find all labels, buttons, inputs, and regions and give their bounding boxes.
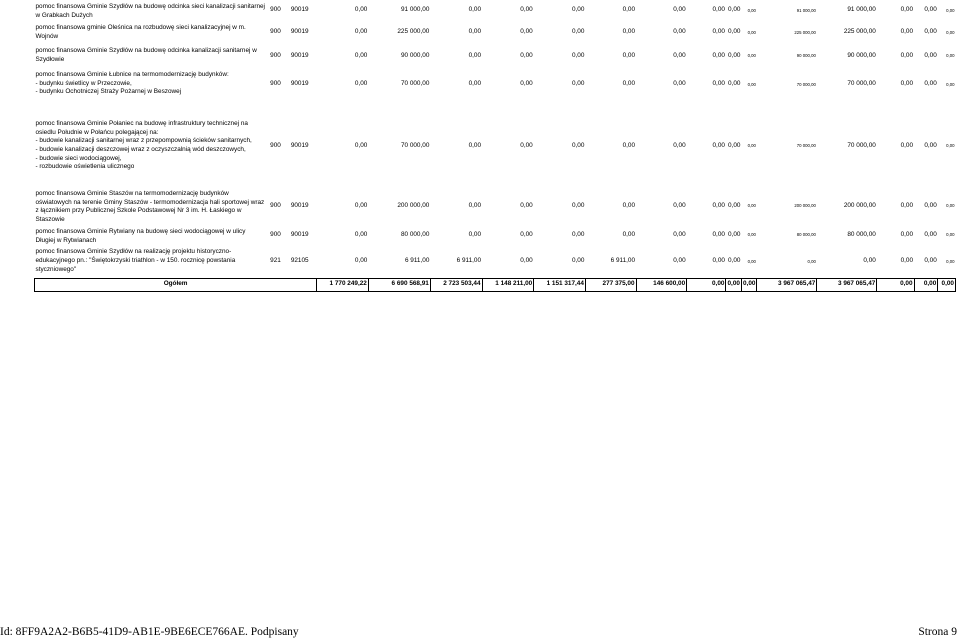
amount-cell: 0,00 — [712, 6, 725, 14]
amount-cell: 0,00 — [924, 141, 937, 149]
amount-cell: 0,00 — [900, 28, 914, 36]
amount-cell: 0,00 — [946, 29, 955, 35]
chapter-code: 90019 — [290, 6, 309, 14]
table-row — [35, 21, 956, 44]
amount-cell: 0,00 — [924, 28, 937, 36]
amount-cell: 0,00 — [520, 80, 533, 88]
amount-cell: 0,00 — [727, 6, 741, 14]
total-amount-cell: 2 723 503,44 — [430, 278, 482, 291]
amount-cell: 0,00 — [673, 141, 686, 149]
amount-cell: 91 000,00 — [400, 6, 430, 14]
chapter-code: 90019 — [290, 230, 309, 238]
amount-cell: 0,00 — [673, 28, 686, 36]
section-code: 921 — [270, 257, 281, 265]
amount-cell: 0,00 — [354, 6, 368, 14]
amount-cell: 0,00 — [571, 80, 585, 88]
amount-cell: 0,00 — [900, 80, 914, 88]
table-row — [35, 44, 956, 68]
total-amount-cell: 1 770 249,22 — [317, 278, 369, 291]
amount-cell: 0,00 — [468, 141, 482, 149]
total-amount-cell: 146 600,00 — [636, 278, 687, 291]
chapter-code: 92105 — [290, 257, 309, 265]
amount-cell: 0,00 — [727, 201, 741, 209]
amount-cell: 0,00 — [747, 232, 756, 238]
chapter-code: 90019 — [290, 141, 309, 149]
chapter-code: 90019 — [290, 51, 309, 59]
amount-cell: 0,00 — [712, 28, 725, 36]
amount-cell: 0,00 — [946, 258, 955, 264]
task-description: pomoc finansowa Gminie Rytwiany na budowę sieci wodociągowej w ulicy Długiej w Rytwianach — [35, 228, 246, 244]
amount-cell: 0,00 — [354, 80, 368, 88]
section-code: 900 — [270, 51, 281, 59]
amount-cell: 0,00 — [712, 51, 725, 59]
table-row — [35, 0, 956, 21]
amount-cell: 6 911,00 — [456, 257, 482, 265]
amount-cell: 70 000,00 — [847, 80, 876, 88]
amount-cell: 0,00 — [807, 258, 816, 264]
amount-cell: 91 000,00 — [847, 6, 876, 14]
amount-cell: 0,00 — [747, 81, 756, 87]
amount-cell: 70 000,00 — [400, 141, 430, 149]
amount-cell: 0,00 — [354, 230, 368, 238]
amount-cell: 0,00 — [900, 6, 914, 14]
section-code: 900 — [270, 28, 281, 36]
amount-cell: 0,00 — [520, 6, 533, 14]
amount-cell: 0,00 — [673, 51, 686, 59]
amount-cell: 0,00 — [520, 230, 533, 238]
amount-cell: 0,00 — [747, 143, 756, 149]
amount-cell: 0,00 — [712, 257, 725, 265]
amount-cell: 80 000,00 — [400, 230, 430, 238]
total-amount-cell: 0,00 — [687, 278, 726, 291]
section-code: 900 — [270, 230, 281, 238]
total-amount-cell: 1 151 317,44 — [534, 278, 586, 291]
amount-cell: 0,00 — [946, 53, 955, 59]
amount-cell: 0,00 — [571, 141, 585, 149]
table-row — [35, 68, 956, 101]
task-description: pomoc finansowa Gminie Łubnice na termomodernizację budynków: - budynku świetlicy w Przeczowie, - budynku Ochotniczej Straży Pożarnej w Beszowej — [35, 71, 229, 96]
amount-cell: 0,00 — [468, 230, 482, 238]
amount-cell: 0,00 — [712, 80, 725, 88]
amount-cell: 91 000,00 — [796, 7, 816, 13]
amount-cell: 70 000,00 — [796, 81, 816, 87]
amount-cell: 0,00 — [673, 6, 686, 14]
amount-cell: 0,00 — [622, 80, 636, 88]
chapter-code: 90019 — [290, 80, 309, 88]
amount-cell: 0,00 — [571, 28, 585, 36]
amount-cell: 0,00 — [354, 257, 368, 265]
amount-cell: 0,00 — [354, 141, 368, 149]
amount-cell: 0,00 — [900, 51, 914, 59]
amount-cell: 200 000,00 — [843, 201, 876, 209]
amount-cell: 0,00 — [520, 141, 533, 149]
total-amount-cell: 0,00 — [938, 278, 956, 291]
amount-cell: 0,00 — [571, 51, 585, 59]
amount-cell: 80 000,00 — [796, 232, 816, 238]
amount-cell: 0,00 — [946, 81, 955, 87]
amount-cell: 70 000,00 — [400, 80, 430, 88]
amount-cell: 225 000,00 — [843, 28, 876, 36]
amount-cell: 0,00 — [520, 201, 533, 209]
task-description: pomoc finansowa Gminie Szydłów na realizację projektu historyczno-edukacyjnego pn.: "Świętokrzyski triathlon - w 150. rocznicę powstania styczniowego" — [35, 248, 236, 273]
amount-cell: 0,00 — [520, 257, 533, 265]
total-amount-cell: 0,00 — [914, 278, 938, 291]
amount-cell: 0,00 — [946, 203, 955, 209]
amount-cell: 0,00 — [571, 230, 585, 238]
amount-cell: 0,00 — [468, 80, 482, 88]
amount-cell: 90 000,00 — [796, 53, 816, 59]
amount-cell: 0,00 — [622, 230, 636, 238]
amount-cell: 0,00 — [900, 230, 914, 238]
amount-cell: 0,00 — [468, 28, 482, 36]
amount-cell: 0,00 — [727, 141, 741, 149]
amount-cell: 0,00 — [747, 258, 756, 264]
amount-cell: 6 911,00 — [404, 257, 430, 265]
table-row — [35, 187, 956, 225]
amount-cell: 0,00 — [900, 257, 914, 265]
amount-cell: 0,00 — [712, 201, 725, 209]
table-row — [35, 245, 956, 278]
amount-cell: 200 000,00 — [794, 203, 816, 209]
task-description: pomoc finansowa Gminie Połaniec na budowę infrastruktury technicznej na osiedlu Południe w Połańcu polegającej na: - budowie kanalizacji sanitarnej wraz z przepompownią ścieków sanitarnych, - budowie kanalizacji deszczowej wraz z oczyszczalnią wód deszczowych, - budowie sieci wodociągowej, - rozbudowie oświetlenia ulicznego — [35, 120, 252, 171]
amount-cell: 80 000,00 — [847, 230, 876, 238]
total-label: Ogółem — [35, 278, 317, 291]
amount-cell: 0,00 — [863, 257, 876, 265]
section-code: 900 — [270, 6, 281, 14]
amount-cell: 0,00 — [747, 53, 756, 59]
table-row — [35, 117, 956, 175]
budget-table — [34, 0, 956, 292]
amount-cell: 0,00 — [946, 232, 955, 238]
amount-cell: 0,00 — [571, 257, 585, 265]
section-code: 900 — [270, 141, 281, 149]
amount-cell: 0,00 — [622, 201, 636, 209]
amount-cell: 0,00 — [924, 6, 937, 14]
amount-cell: 0,00 — [900, 141, 914, 149]
amount-cell: 0,00 — [924, 201, 937, 209]
total-amount-cell: 3 967 065,47 — [817, 278, 877, 291]
task-description: pomoc finansowa Gminie Szydłów na budowę odcinka kanalizacji sanitarnej w Szydłowie — [35, 47, 257, 63]
chapter-code: 90019 — [290, 201, 309, 209]
total-amount-cell: 0,00 — [726, 278, 742, 291]
total-amount-cell: 6 690 568,91 — [368, 278, 430, 291]
amount-cell: 0,00 — [622, 28, 636, 36]
amount-cell: 225 000,00 — [397, 28, 430, 36]
amount-cell: 0,00 — [622, 141, 636, 149]
amount-cell: 6 911,00 — [610, 257, 636, 265]
amount-cell: 90 000,00 — [400, 51, 430, 59]
amount-cell: 0,00 — [468, 201, 482, 209]
amount-cell: 0,00 — [712, 230, 725, 238]
total-amount-cell: 277 375,00 — [585, 278, 636, 291]
amount-cell: 70 000,00 — [796, 143, 816, 149]
task-description: pomoc finansowa gminie Oleśnica na rozbudowę sieci kanalizacyjnej w m. Wojnów — [35, 24, 246, 40]
amount-cell: 0,00 — [727, 28, 741, 36]
amount-cell: 0,00 — [673, 257, 686, 265]
row-spacer — [35, 175, 956, 187]
table-row — [35, 225, 956, 245]
task-description: pomoc finansowa Gminie Szydłów na budowę odcinka sieci kanalizacji sanitarnej w Grabkach Dużych — [35, 3, 265, 19]
amount-cell: 0,00 — [468, 51, 482, 59]
amount-cell: 0,00 — [673, 201, 686, 209]
amount-cell: 225 000,00 — [794, 29, 816, 35]
amount-cell: 0,00 — [727, 80, 741, 88]
amount-cell: 0,00 — [571, 201, 585, 209]
amount-cell: 0,00 — [747, 29, 756, 35]
total-amount-cell: 1 148 211,00 — [482, 278, 534, 291]
amount-cell: 0,00 — [712, 141, 725, 149]
chapter-code: 90019 — [290, 28, 309, 36]
total-row — [35, 278, 956, 291]
total-amount-cell: 0,00 — [877, 278, 914, 291]
total-amount-cell: 3 967 065,47 — [757, 278, 817, 291]
amount-cell: 90 000,00 — [847, 51, 876, 59]
amount-cell: 0,00 — [354, 201, 368, 209]
amount-cell: 0,00 — [924, 80, 937, 88]
amount-cell: 0,00 — [900, 201, 914, 209]
total-amount-cell: 0,00 — [741, 278, 757, 291]
amount-cell: 0,00 — [727, 51, 741, 59]
amount-cell: 0,00 — [747, 7, 756, 13]
amount-cell: 0,00 — [924, 257, 937, 265]
section-code: 900 — [270, 201, 281, 209]
amount-cell: 0,00 — [622, 51, 636, 59]
amount-cell: 0,00 — [924, 230, 937, 238]
amount-cell: 0,00 — [727, 230, 741, 238]
task-description: pomoc finansowa Gminie Staszów na termomodernizację budynków oświatowych na terenie Gminy Staszów - termomodernizacja hali sportowej wraz z łącznikiem przy Publicznej Szkole Podstawowej Nr 3 im. H. Łaskiego w Staszowie — [35, 190, 265, 223]
amount-cell: 0,00 — [747, 203, 756, 209]
document-id-footer: Id: 8FF9A2A2-B6B5-41D9-AB1E-9BE6ECE766AE. Podpisany — [0, 626, 299, 638]
row-spacer — [35, 101, 956, 117]
amount-cell: 70 000,00 — [847, 141, 876, 149]
amount-cell: 0,00 — [946, 7, 955, 13]
amount-cell: 0,00 — [520, 51, 533, 59]
amount-cell: 0,00 — [673, 80, 686, 88]
amount-cell: 0,00 — [354, 28, 368, 36]
page-number: Strona 9 — [918, 626, 957, 638]
amount-cell: 0,00 — [924, 51, 937, 59]
amount-cell: 0,00 — [354, 51, 368, 59]
amount-cell: 200 000,00 — [397, 201, 430, 209]
amount-cell: 0,00 — [946, 143, 955, 149]
amount-cell: 0,00 — [520, 28, 533, 36]
amount-cell: 0,00 — [727, 257, 741, 265]
amount-cell: 0,00 — [571, 6, 585, 14]
amount-cell: 0,00 — [673, 230, 686, 238]
amount-cell: 0,00 — [468, 6, 482, 14]
section-code: 900 — [270, 80, 281, 88]
amount-cell: 0,00 — [622, 6, 636, 14]
